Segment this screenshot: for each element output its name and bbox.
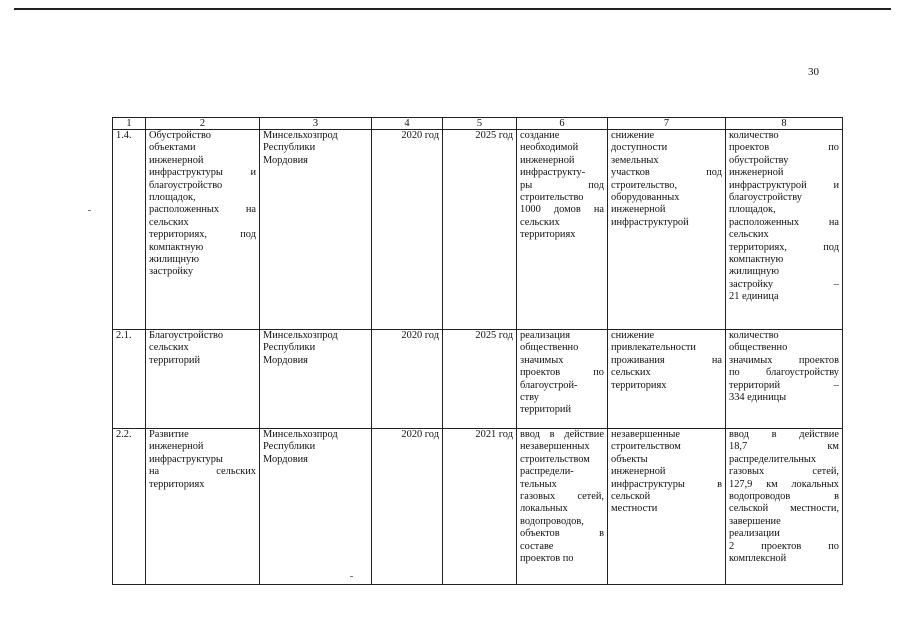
word: в bbox=[549, 429, 555, 440]
row-number: 2.2. bbox=[113, 429, 146, 585]
column-number: 5 bbox=[443, 118, 517, 130]
word: на bbox=[149, 466, 160, 478]
measure-name-line: Развитие bbox=[149, 429, 189, 440]
executor-line: Мордовия bbox=[263, 354, 308, 366]
word: 18,7 bbox=[729, 441, 748, 453]
measure-name-line: объектами bbox=[149, 142, 196, 154]
expected-result-line: территорий bbox=[520, 404, 572, 416]
consequence-line: строительством bbox=[611, 441, 681, 453]
word: территорий bbox=[729, 379, 781, 391]
measure-name-line bbox=[149, 204, 256, 216]
word: в bbox=[834, 491, 839, 503]
measure-name-line: инженерной bbox=[149, 154, 204, 166]
word: на bbox=[711, 354, 722, 366]
measure-name-line: инфраструктуры bbox=[149, 453, 223, 465]
column-number: 4 bbox=[372, 118, 443, 130]
column-number-row bbox=[113, 118, 843, 130]
executor-line: Мордовия bbox=[263, 453, 308, 465]
consequence-line: объекты bbox=[611, 453, 648, 465]
consequence-line: земельных bbox=[611, 154, 659, 166]
word: инфраструктуры bbox=[611, 478, 685, 490]
page-number: 30 bbox=[808, 66, 819, 78]
executor bbox=[260, 429, 372, 585]
consequence-line: территориях bbox=[611, 379, 667, 391]
indicator-line: общественно bbox=[729, 342, 788, 354]
word: проектов bbox=[520, 367, 561, 379]
column-number: 8 bbox=[726, 118, 843, 130]
indicator-line bbox=[729, 279, 839, 291]
word: участков bbox=[611, 167, 650, 179]
table-row bbox=[113, 429, 843, 585]
indicator-line: комплексной bbox=[729, 553, 787, 565]
indicator-line bbox=[729, 541, 839, 553]
indicator-line: количество bbox=[729, 130, 779, 141]
word: под bbox=[823, 241, 839, 253]
indicator bbox=[726, 130, 843, 330]
expected-result-line: составе bbox=[520, 540, 554, 552]
expected-result-line: тельных bbox=[520, 478, 557, 490]
consequence bbox=[608, 130, 726, 330]
expected-result-line: водопроводов, bbox=[520, 515, 584, 527]
indicator-line: распределительных bbox=[729, 453, 817, 465]
indicator-line bbox=[729, 180, 839, 192]
expected-result-line: незавершенных bbox=[520, 441, 590, 453]
word: территориях, bbox=[729, 241, 788, 253]
measure-name-line: застройку bbox=[149, 266, 194, 278]
row-number: 2.1. bbox=[113, 330, 146, 429]
word: ввод bbox=[729, 429, 749, 440]
word: домов bbox=[553, 204, 581, 216]
indicator-line bbox=[729, 503, 839, 515]
expected-result-line: строительством bbox=[520, 453, 590, 465]
word: сетей, bbox=[577, 491, 604, 503]
consequence-line: местности bbox=[611, 503, 658, 515]
word: проектов bbox=[761, 540, 802, 552]
expected-result-line: общественно bbox=[520, 342, 579, 354]
word: благоустройству bbox=[766, 367, 839, 379]
word: км bbox=[766, 478, 778, 490]
executor-line: Республики bbox=[263, 441, 316, 453]
word: 1000 bbox=[520, 204, 541, 216]
scan-speck bbox=[88, 210, 91, 211]
measure-name-line: Благоустройство bbox=[149, 330, 224, 341]
start-year: 2020 год bbox=[372, 429, 443, 585]
word: территориях, bbox=[149, 229, 208, 241]
measure-name-line: площадок, bbox=[149, 192, 196, 204]
consequence bbox=[608, 429, 726, 585]
expected-result bbox=[517, 330, 608, 429]
word: действие bbox=[564, 429, 604, 440]
consequence-line: инженерной bbox=[611, 204, 666, 216]
expected-result-line bbox=[520, 429, 604, 441]
word: по bbox=[828, 142, 839, 154]
word: на bbox=[828, 216, 839, 228]
word: в bbox=[717, 478, 722, 490]
consequence-line: незавершенные bbox=[611, 429, 680, 440]
indicator-line: сельских bbox=[729, 229, 769, 241]
word: газовых bbox=[729, 466, 765, 478]
measure-name-line bbox=[149, 167, 256, 179]
column-number: 3 bbox=[260, 118, 372, 130]
expected-result-line: локальных bbox=[520, 503, 568, 515]
measure-name-line bbox=[149, 466, 256, 478]
indicator-line bbox=[729, 441, 839, 453]
start-year: 2020 год bbox=[372, 130, 443, 330]
indicator bbox=[726, 429, 843, 585]
measure-name bbox=[146, 130, 260, 330]
indicator-line: площадок, bbox=[729, 204, 776, 216]
indicator-line: жилищную bbox=[729, 266, 780, 278]
expected-result bbox=[517, 130, 608, 330]
expected-result-line: значимых bbox=[520, 354, 564, 366]
word: проектов bbox=[798, 354, 839, 366]
expected-result-line: строительство bbox=[520, 192, 584, 204]
start-year: 2020 год bbox=[372, 330, 443, 429]
word: 2 bbox=[729, 540, 735, 552]
end-year: 2025 год bbox=[443, 130, 517, 330]
expected-result-line: территориях bbox=[520, 229, 576, 241]
word: объектов bbox=[520, 528, 560, 540]
word: инфраструктурой bbox=[729, 179, 807, 191]
indicator-line bbox=[729, 217, 839, 229]
word: по bbox=[593, 367, 604, 379]
consequence-line bbox=[611, 479, 722, 491]
word: и bbox=[833, 179, 839, 191]
indicator-line: инженерной bbox=[729, 167, 784, 179]
expected-result-line: инженерной bbox=[520, 154, 575, 166]
measure-name-line: Обустройство bbox=[149, 130, 212, 141]
executor-line: Республики bbox=[263, 142, 316, 154]
consequence-line: снижение bbox=[611, 130, 655, 141]
word: водопроводов bbox=[729, 491, 791, 503]
executor-line: Минсельхозпрод bbox=[263, 130, 338, 141]
consequence-line: сельских bbox=[611, 367, 651, 379]
word: инфраструктуры bbox=[149, 167, 223, 179]
measure-name-line bbox=[149, 229, 256, 241]
top-rule bbox=[14, 8, 891, 10]
consequence-line: сельской bbox=[611, 491, 651, 503]
consequence-line: доступности bbox=[611, 142, 668, 154]
word: на bbox=[593, 204, 604, 216]
word: 127,9 bbox=[729, 478, 753, 490]
word: под bbox=[706, 167, 722, 179]
indicator-line bbox=[729, 479, 839, 491]
indicator-line bbox=[729, 380, 839, 392]
expected-result-line: реализация bbox=[520, 330, 571, 341]
executor-line: Мордовия bbox=[263, 154, 308, 166]
indicator-line: завершение bbox=[729, 515, 781, 527]
column-number: 6 bbox=[517, 118, 608, 130]
word: газовых bbox=[520, 491, 556, 503]
measure-name-line: жилищную bbox=[149, 254, 200, 266]
measure-name-line: сельских bbox=[149, 342, 189, 354]
consequence-line: строительство, bbox=[611, 179, 678, 191]
expected-result-line: проектов по bbox=[520, 553, 574, 565]
expected-result-line: распредели- bbox=[520, 466, 574, 478]
executor-line: Республики bbox=[263, 342, 316, 354]
consequence-line: инфраструктурой bbox=[611, 216, 689, 228]
word: сельских bbox=[216, 466, 256, 478]
indicator-line: компактную bbox=[729, 254, 784, 266]
word: локальных bbox=[791, 478, 839, 490]
word: и bbox=[250, 167, 256, 179]
word: сетей, bbox=[812, 466, 839, 478]
expected-result-line bbox=[520, 367, 604, 379]
word: ввод bbox=[520, 429, 540, 440]
row-number: 1.4. bbox=[113, 130, 146, 330]
indicator-line: благоустройству bbox=[729, 192, 802, 204]
measure-name-line: благоустройство bbox=[149, 179, 223, 191]
word: значимых bbox=[729, 354, 773, 366]
column-number: 1 bbox=[113, 118, 146, 130]
executor bbox=[260, 130, 372, 330]
word: проживания bbox=[611, 354, 665, 366]
indicator-line: 21 единица bbox=[729, 291, 779, 303]
consequence-line: инженерной bbox=[611, 466, 666, 478]
expected-result-line: создание bbox=[520, 130, 560, 141]
consequence-line: снижение bbox=[611, 330, 655, 341]
indicator-line bbox=[729, 429, 839, 441]
consequence-line bbox=[611, 355, 722, 367]
expected-result-line: благоустрой- bbox=[520, 379, 578, 391]
column-number: 7 bbox=[608, 118, 726, 130]
table-row bbox=[113, 130, 843, 330]
indicator-line: 334 единицы bbox=[729, 392, 787, 404]
word: по bbox=[828, 540, 839, 552]
measure-name-line: инженерной bbox=[149, 441, 204, 453]
end-year: 2025 год bbox=[443, 330, 517, 429]
consequence bbox=[608, 330, 726, 429]
indicator-line bbox=[729, 491, 839, 503]
word: проектов bbox=[729, 142, 770, 154]
measure-name-line: сельских bbox=[149, 216, 189, 228]
measure-name-line: компактную bbox=[149, 241, 204, 253]
measure-name-line: территорий bbox=[149, 354, 201, 366]
executor bbox=[260, 330, 372, 429]
expected-result-line: ству bbox=[520, 392, 539, 404]
measures-table bbox=[112, 117, 843, 585]
measure-name-line: территориях bbox=[149, 478, 205, 490]
indicator-line bbox=[729, 242, 839, 254]
indicator-line bbox=[729, 367, 839, 379]
executor-line: Минсельхозпрод bbox=[263, 429, 338, 440]
word: расположенных bbox=[149, 204, 220, 216]
word: действие bbox=[799, 429, 839, 440]
word: на bbox=[245, 204, 256, 216]
measure-name bbox=[146, 429, 260, 585]
word: км bbox=[827, 441, 839, 453]
word: ры bbox=[520, 179, 533, 191]
word: в bbox=[599, 528, 604, 540]
consequence-line: оборудованных bbox=[611, 192, 680, 204]
word: – bbox=[833, 379, 839, 391]
expected-result-line: сельских bbox=[520, 216, 560, 228]
executor-line: Минсельхозпрод bbox=[263, 330, 338, 341]
word: сельской bbox=[729, 503, 769, 515]
indicator-line: обустройству bbox=[729, 154, 789, 166]
indicator-line bbox=[729, 355, 839, 367]
word: застройку bbox=[729, 278, 774, 290]
word: в bbox=[771, 429, 777, 440]
table-row bbox=[113, 330, 843, 429]
column-number: 2 bbox=[146, 118, 260, 130]
indicator-line bbox=[729, 142, 839, 154]
word: под bbox=[588, 179, 604, 191]
expected-result-line: инфраструкту- bbox=[520, 167, 586, 179]
word: под bbox=[240, 229, 256, 241]
expected-result-line bbox=[520, 180, 604, 192]
indicator-line: количество bbox=[729, 330, 779, 341]
word: расположенных bbox=[729, 216, 800, 228]
indicator-line bbox=[729, 466, 839, 478]
indicator-line: реализации bbox=[729, 528, 780, 540]
word: по bbox=[729, 367, 740, 379]
consequence-line: привлекательности bbox=[611, 342, 696, 354]
end-year: 2021 год bbox=[443, 429, 517, 585]
expected-result-line bbox=[520, 528, 604, 540]
expected-result-line bbox=[520, 204, 604, 216]
measure-name bbox=[146, 330, 260, 429]
expected-result bbox=[517, 429, 608, 585]
expected-result-line bbox=[520, 491, 604, 503]
word: местности, bbox=[790, 503, 839, 515]
expected-result-line: необходимой bbox=[520, 142, 579, 154]
consequence-line bbox=[611, 167, 722, 179]
indicator bbox=[726, 330, 843, 429]
word: – bbox=[833, 278, 839, 290]
